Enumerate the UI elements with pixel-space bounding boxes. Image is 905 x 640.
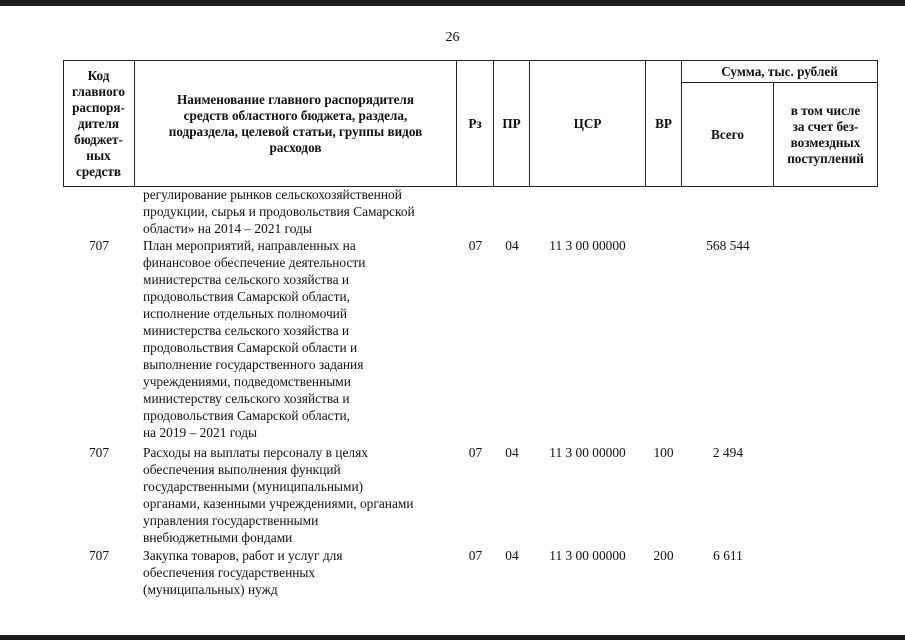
header-incl-line: в том числе (790, 102, 861, 118)
row-name-line: органами, казенными учреждениями, органами (143, 496, 414, 511)
row-name-line: продовольствия Самарской области и (143, 340, 358, 355)
row-csr: 11 3 00 00000 (549, 445, 626, 460)
row-code: 707 (88, 238, 110, 253)
row-name-line: продукции, сырья и продовольствия Самарской (143, 204, 415, 219)
row-total: 568 544 (706, 238, 750, 253)
row-name-line: на 2019 – 2021 годы (143, 425, 258, 440)
row-csr: 11 3 00 00000 (549, 548, 626, 563)
row-name (143, 547, 453, 598)
row-pr: 04 (505, 238, 519, 253)
header-code-line: ных (86, 147, 111, 163)
page-number: 26 (445, 30, 460, 45)
row-code: 707 (88, 445, 110, 460)
header-incl-line: возмездных (790, 134, 861, 150)
row-name-line: финансовое обеспечение деятельности (143, 255, 366, 270)
header-code-line: Код (87, 67, 110, 83)
header-name (135, 61, 456, 186)
row-name-line: министерства сельского хозяйства и (143, 272, 350, 287)
header-code-line: дителя (77, 115, 120, 131)
row-csr: 11 3 00 00000 (549, 238, 626, 253)
row-name-line: продовольствия Самарской области, (143, 408, 350, 423)
row-name (143, 186, 453, 237)
header-name-line: Наименование главного распорядителя (177, 91, 414, 107)
row-name-line: области» на 2014 – 2021 годы (143, 221, 312, 236)
row-total: 2 494 (712, 445, 744, 460)
header-code-line: распоря- (72, 99, 125, 115)
row-name-line: Закупка товаров, работ и услуг для (143, 548, 343, 563)
row-name-line: обеспечения выполнения функций (143, 462, 341, 477)
header-vr: ВР (655, 115, 672, 131)
row-vr: 200 (653, 548, 674, 563)
col-rule (877, 60, 878, 187)
header-name-line: подраздела, целевой статьи, группы видов (168, 123, 423, 139)
row-name-line: продовольствия Самарской области, (143, 289, 350, 304)
row-name-line: (муниципальных) нужд (143, 582, 278, 597)
row-name-line: министерству сельского хозяйства и (143, 391, 350, 406)
header-incl (774, 83, 877, 186)
row-rz: 07 (468, 548, 483, 563)
row-name-line: обеспечения государственных (143, 565, 316, 580)
row-name (143, 444, 453, 546)
header-pr: ПР (502, 115, 521, 131)
header-incl-line: за счет без- (792, 118, 859, 134)
header-code-line: главного (72, 83, 125, 99)
header-total: Всего (711, 126, 744, 142)
header-rz: Рз (468, 115, 482, 131)
row-name-line: учреждениями, подведомственными (143, 374, 351, 389)
header-code (63, 61, 134, 186)
row-vr: 100 (653, 445, 674, 460)
header-code-line: средств (75, 163, 121, 179)
row-total: 6 611 (713, 548, 743, 563)
row-name (143, 237, 453, 441)
scan-bottom-border (0, 635, 905, 640)
header-csr: ЦСР (573, 115, 602, 131)
header-sum: Сумма, тыс. рублей (721, 63, 838, 79)
header-name-line: средств областного бюджета, раздела, (183, 107, 408, 123)
row-code: 707 (88, 548, 110, 563)
row-name-line: регулирование рынков сельскохозяйственной (143, 187, 402, 202)
row-pr: 04 (505, 445, 519, 460)
header-incl-line: поступлений (787, 150, 864, 166)
row-name-line: министерства сельского хозяйства и (143, 323, 350, 338)
row-name-line: исполнение отдельных полномочий (143, 306, 348, 321)
header-name-line: расходов (269, 139, 322, 155)
row-pr: 04 (505, 548, 519, 563)
row-name-line: управления государственными (143, 513, 319, 528)
row-name-line: План мероприятий, направленных на (143, 238, 356, 253)
row-rz: 07 (468, 238, 483, 253)
row-name-line: государственными (муниципальными) (143, 479, 364, 494)
header-code-line: бюджет- (74, 131, 123, 147)
row-rz: 07 (468, 445, 483, 460)
row-name-line: Расходы на выплаты персоналу в целях (143, 445, 368, 460)
row-name-line: выполнение государственного задания (143, 357, 364, 372)
row-name-line: внебюджетными фондами (143, 530, 293, 545)
